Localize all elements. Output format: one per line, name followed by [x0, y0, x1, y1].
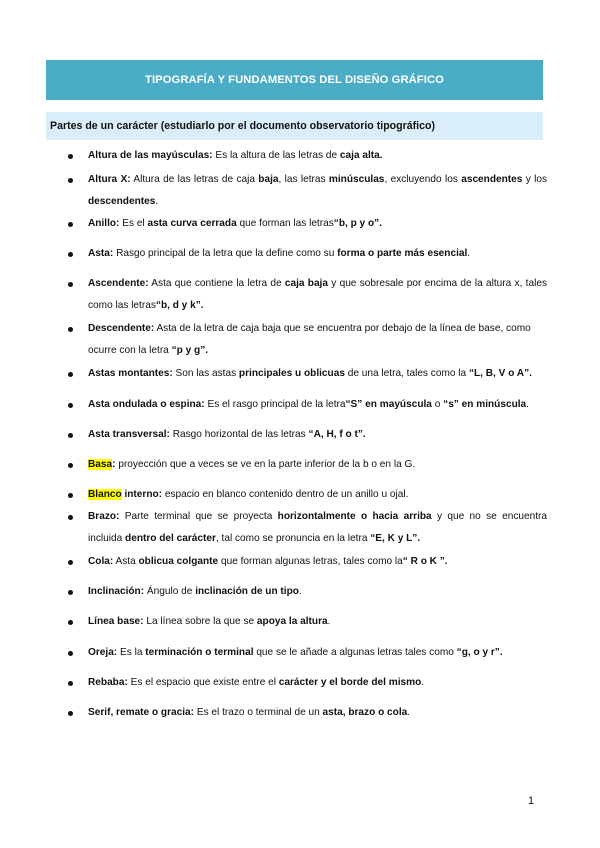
list-item: Asta transversal: Rasgo horizontal de las letras “A, H, f o t”. [88, 424, 547, 446]
bullet-icon [68, 581, 73, 603]
bullet-icon [68, 506, 73, 528]
page-number: 1 [528, 795, 535, 807]
list-item: Altura X: Altura de las letras de caja baja, las letras minúsculas, excluyendo los ascendentes y los descendentes. [88, 169, 547, 213]
term: Cola: [88, 556, 114, 567]
bullet-icon [68, 273, 73, 295]
list-item: Línea base: La línea sobre la que se apoya la altura. [88, 611, 547, 633]
term-highlight: Blanco [88, 489, 122, 500]
list-item: Brazo: Parte terminal que se proyecta horizontalmente o hacia arriba y que no se encuentra incluida dentro del carácter, tal como se pronuncia en la letra “E, K y L”. [88, 506, 547, 550]
bullet-icon [68, 243, 73, 265]
term: Inclinación: [88, 586, 145, 597]
term: Oreja: [88, 647, 118, 658]
list-item: Rebaba: Es el espacio que existe entre el carácter y el borde del mismo. [88, 672, 547, 694]
list-item: Serif, remate o gracia: Es el trazo o terminal de un asta, brazo o cola. [88, 702, 547, 724]
bullet-icon [68, 484, 73, 506]
list-item: Altura de las mayúsculas: Es la altura de las letras de caja alta. [88, 145, 547, 167]
term: Rebaba: [88, 677, 128, 688]
term: Brazo: [88, 511, 120, 522]
list-item: Blanco interno: espacio en blanco contenido dentro de un anillo u ojal. [88, 484, 547, 506]
list-item: Oreja: Es la terminación o terminal que se le añade a algunas letras tales como “g, o y r”. [88, 642, 547, 664]
bullet-icon [68, 642, 73, 664]
list-item: Basa: proyección que a veces se ve en la parte inferior de la b o en la G. [88, 454, 547, 476]
term: Asta: [88, 248, 114, 259]
bullet-icon [68, 169, 73, 191]
term: Línea base: [88, 616, 144, 627]
term: Asta ondulada o espina: [88, 399, 205, 410]
bullet-icon [68, 672, 73, 694]
term: Serif, remate o gracia: [88, 707, 195, 718]
bullet-icon [68, 454, 73, 476]
bullet-icon [68, 213, 73, 235]
list-item: Asta ondulada o espina: Es el rasgo principal de la letra“S” en mayúscula o “s” en minúscula. [88, 394, 547, 416]
term: Astas montantes: [88, 368, 173, 379]
bullet-icon [68, 363, 73, 385]
section-heading: Partes de un carácter (estudiarlo por el documento observatorio tipográfico) [46, 112, 543, 140]
list-item: Ascendente: Asta que contiene la letra de caja baja y que sobresale por encima de la altura x, tales como las letras“b, d y k”. [88, 273, 547, 317]
term: Anillo: [88, 218, 120, 229]
term: Ascendente: [88, 278, 149, 289]
term: Descendente: [88, 323, 155, 334]
bullet-icon [68, 318, 73, 340]
term-highlight: Basa [88, 459, 113, 470]
bullet-icon [68, 145, 73, 167]
list-item: Descendente: Asta de la letra de caja baja que se encuentra por debajo de la línea de base, como ocurre con la letra “p y g”. [88, 318, 547, 362]
list-item: Inclinación: Ángulo de inclinación de un tipo. [88, 581, 547, 603]
list-item: Anillo: Es el asta curva cerrada que forman las letras“b, p y o”. [88, 213, 547, 235]
document-title: TIPOGRAFÍA Y FUNDAMENTOS DEL DISEÑO GRÁFICO [46, 60, 543, 100]
term: Asta transversal: [88, 429, 170, 440]
bullet-icon [68, 611, 73, 633]
bullet-icon [68, 394, 73, 416]
bullet-icon [68, 551, 73, 573]
list-item: Asta: Rasgo principal de la letra que la define como su forma o parte más esencial. [88, 243, 547, 265]
term: Altura de las mayúsculas: [88, 150, 213, 161]
bullet-icon [68, 424, 73, 446]
term: Altura X: [88, 174, 131, 185]
bullet-icon [68, 702, 73, 724]
list-item: Cola: Asta oblicua colgante que forman algunas letras, tales como la“ R o K ”. [88, 551, 547, 573]
list-item: Astas montantes: Son las astas principales u oblicuas de una letra, tales como la “L, B, V o A”. [88, 363, 547, 385]
